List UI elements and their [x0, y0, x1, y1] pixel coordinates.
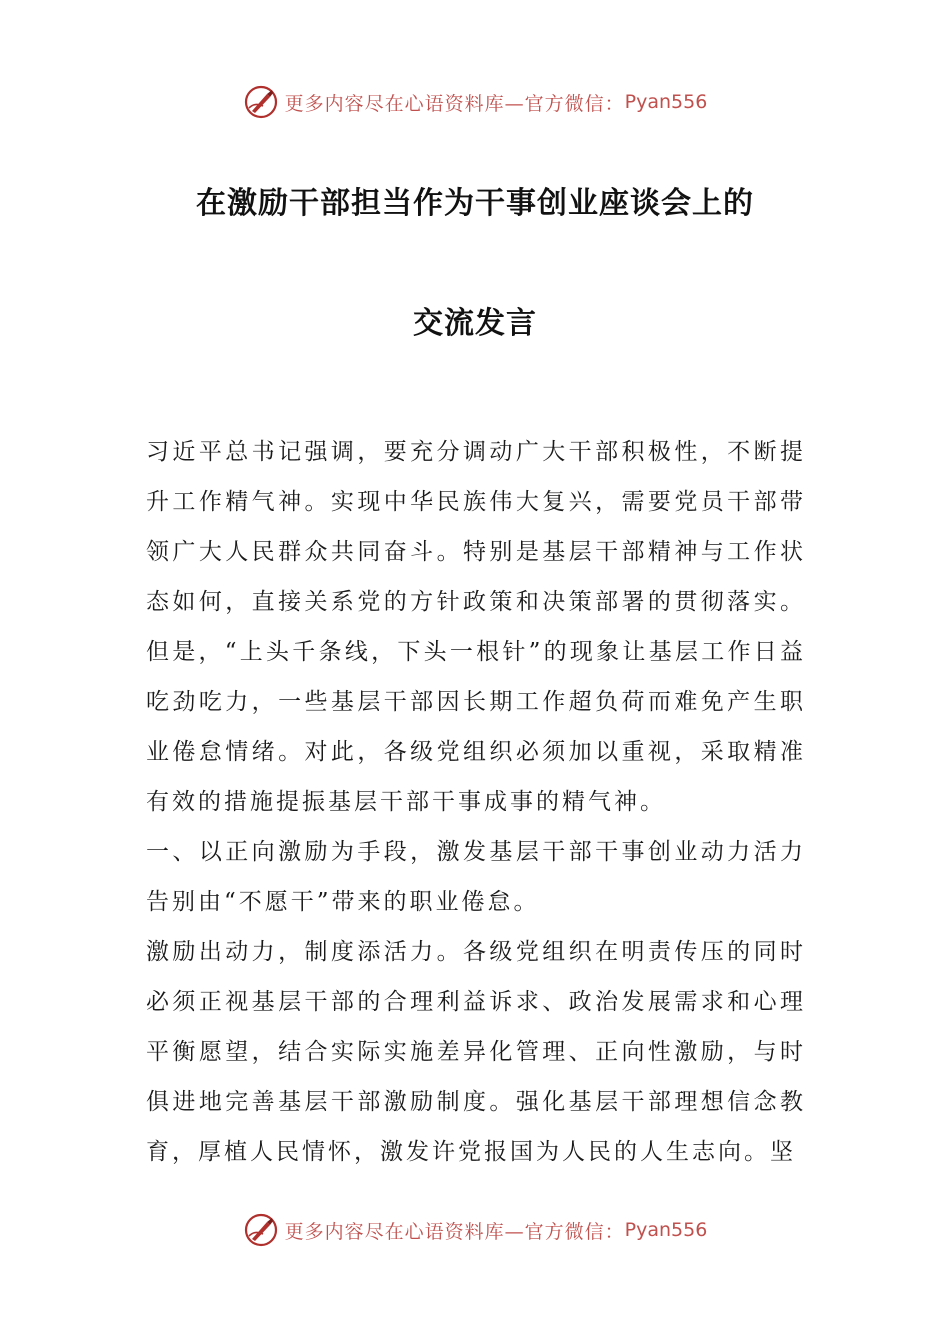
footer-banner-text: 更多内容尽在心语资料库—官方微信：: [284, 1220, 625, 1243]
document-title-line2: 交流发言: [413, 306, 537, 341]
pen-logo-icon: [243, 1212, 279, 1248]
document-title-line1: 在激励干部担当作为干事创业座谈会上的: [196, 186, 754, 221]
footer-banner-handle: Pyan556: [624, 1219, 708, 1241]
header-banner-text: 更多内容尽在心语资料库—官方微信：: [284, 92, 625, 115]
paragraph-section-heading: 一、以正向激励为手段，激发基层干部干事创业动力活力告别由“不愿干”带来的职业倦怠。: [146, 839, 806, 915]
paragraph-intro: 习近平总书记强调，要充分调动广大干部积极性，不断提升工作精气神。实现中华民族伟大复兴，需要党员干部带领广大人民群众共同奋斗。特别是基层干部精神与工作状态如何，直接关系党的方针政策和决策部署的贯彻落实。但是，“上头千条线，下头一根针”的现象让基层工作日益吃劲吃力，一些基层干部因长期工作超负荷而难免产生职业倦怠情绪。对此，各级党组织必须加以重视，采取精准有效的措施提振基层干部干事成事的精气神。: [146, 439, 806, 815]
header-banner-handle: Pyan556: [624, 91, 708, 113]
footer-banner: [0, 1210, 950, 1250]
pen-logo-icon: [243, 84, 279, 120]
document-body: [146, 427, 806, 1177]
paragraph-incentive: 激励出动力，制度添活力。各级党组织在明责传压的同时必须正视基层干部的合理利益诉求、政治发展需求和心理平衡愿望，结合实际实施差异化管理、正向性激励，与时俱进地完善基层干部激励制度。强化基层干部理想信念教育，厚植人民情怀，激发许党报国为人民的人生志向。坚: [146, 939, 806, 1165]
header-banner: [0, 82, 950, 122]
